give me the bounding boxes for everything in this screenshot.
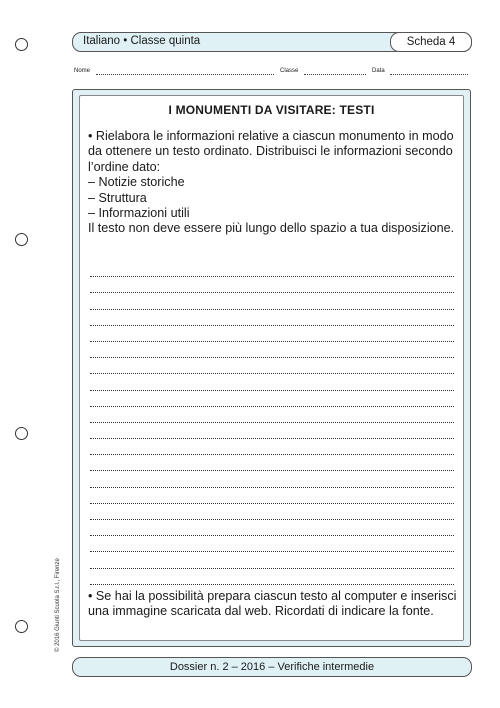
writing-line[interactable] — [90, 358, 454, 374]
writing-line[interactable] — [90, 310, 454, 326]
writing-line[interactable] — [90, 261, 454, 277]
writing-line[interactable] — [90, 326, 454, 342]
writing-line[interactable] — [90, 423, 454, 439]
second-instruction: • Se hai la possibilità prepara ciascun testo al computer e inserisci una immagine scaricata dal web. Ricordati di indicare la fonte. — [88, 589, 457, 619]
date-field[interactable] — [390, 74, 468, 75]
writing-line[interactable] — [90, 277, 454, 293]
binder-hole-bottom — [15, 620, 28, 633]
binder-hole-lower — [15, 427, 28, 440]
instructions-item: – Notizie storiche — [88, 175, 185, 190]
instructions-intro: • Rielabora le informazioni relative a ciascun monumento in modo da ottenere un testo ordinato. Distribuisci le informazioni secondo l’ordine dato: — [88, 129, 454, 174]
writing-line[interactable] — [90, 407, 454, 423]
writing-line[interactable] — [90, 455, 454, 471]
student-info-row — [72, 68, 470, 78]
instructions-item: – Struttura — [88, 190, 147, 205]
sheet-number: Scheda 4 — [390, 32, 472, 52]
instructions-item: – Informazioni utili — [88, 206, 190, 221]
writing-line[interactable] — [90, 488, 454, 504]
copyright-notice: © 2016 Giunti Scuola S.r.l., Firenze — [55, 558, 61, 652]
exercise-area — [79, 95, 464, 641]
binder-hole-top — [15, 38, 28, 51]
header-subject: Italiano • Classe quinta — [83, 35, 201, 47]
exercise-title: I MONUMENTI DA VISITARE: TESTI — [168, 103, 375, 117]
name-field[interactable] — [96, 74, 274, 75]
header-bar — [72, 32, 472, 52]
class-label: Classe — [280, 68, 299, 74]
writing-line[interactable] — [90, 391, 454, 407]
binder-hole-middle — [15, 233, 28, 246]
writing-line[interactable] — [90, 471, 454, 487]
instructions — [88, 129, 458, 237]
instructions-note: Il testo non deve essere più lungo dello spazio a tua disposizione. — [88, 221, 455, 236]
writing-line[interactable] — [90, 569, 454, 585]
writing-line[interactable] — [90, 520, 454, 536]
writing-line[interactable] — [90, 293, 454, 309]
exercise-panel — [72, 89, 471, 647]
writing-line[interactable] — [90, 552, 454, 568]
writing-lines[interactable] — [90, 261, 454, 585]
class-field[interactable] — [304, 74, 366, 75]
footer: Dossier n. 2 – 2016 – Verifiche intermedie — [72, 657, 472, 677]
writing-line[interactable] — [90, 504, 454, 520]
date-label: Data — [372, 68, 385, 74]
writing-line[interactable] — [90, 536, 454, 552]
writing-line[interactable] — [90, 439, 454, 455]
writing-line[interactable] — [90, 374, 454, 390]
name-label: Nome — [74, 68, 91, 74]
writing-line[interactable] — [90, 342, 454, 358]
